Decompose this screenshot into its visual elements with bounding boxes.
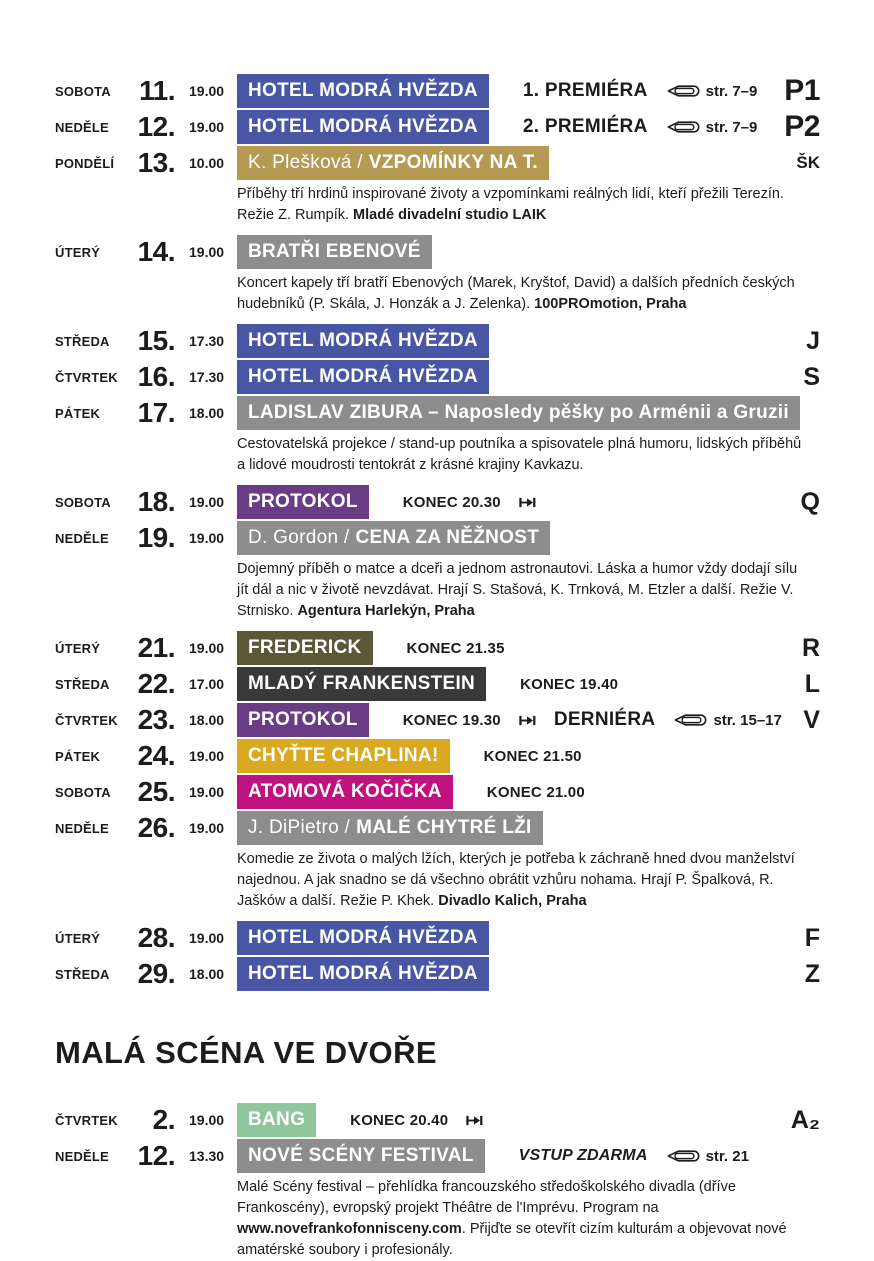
description-segment: Koncert kapely tří bratří Ebenových (Marek, Kryštof, David) a dalších předních českých hudebníků (P. Skála, J. Honzák a J. Zelenka). — [237, 275, 795, 313]
show-title: VZPOMÍNKY NA T. — [368, 152, 538, 173]
row-extras — [520, 676, 618, 693]
end-time-label: KONEC 20.40 — [350, 1111, 449, 1129]
show-title: HOTEL MODRÁ HVĚZDA — [248, 366, 478, 388]
description-segment: Dojemný příběh o matce a dceři a jednom astronautovi. Láska a humor vždy dodají sílu jít dál a nic v životě nevzdávat. Hrají S. Stašová, K. Trnková, M. Etzler a další. Režie V. Strnisko. — [237, 561, 798, 620]
day-label: ÚTERÝ — [55, 640, 101, 656]
free-entry-label: VSTUP ZDARMA — [518, 1147, 648, 1165]
paperclip-icon — [666, 1148, 700, 1164]
row-extras — [350, 1112, 483, 1129]
paperclip-icon — [673, 712, 707, 728]
time-label: 19.00 — [189, 784, 225, 801]
subscription-code: R — [801, 633, 820, 662]
day-label: PONDĚLÍ — [55, 155, 115, 171]
time-label: 19.00 — [189, 530, 225, 547]
time-label: 19.00 — [189, 244, 225, 261]
page-reference — [666, 1148, 749, 1165]
row-content — [237, 921, 805, 955]
paperclip-icon — [666, 119, 700, 135]
row-content — [237, 703, 803, 737]
time-label: 13.30 — [189, 1148, 225, 1165]
row-content — [237, 110, 784, 144]
arrow-to-bar-icon — [519, 714, 536, 727]
show-title-badge — [237, 1103, 316, 1137]
time-label: 19.00 — [189, 494, 225, 511]
row-content — [237, 396, 820, 430]
day-label: SOBOTA — [55, 784, 111, 800]
time-label: 19.00 — [189, 1112, 225, 1129]
date-number: 28. — [137, 922, 175, 954]
day-label: NEDĚLE — [55, 530, 109, 546]
end-time-label: KONEC 20.30 — [402, 493, 501, 511]
description-segment: Divadlo Kalich, Praha — [438, 893, 587, 910]
date-number: 11. — [139, 75, 175, 106]
page-reference-label: str. 7–9 — [705, 82, 758, 100]
date-number: 2. — [152, 1104, 175, 1136]
show-title: MLADÝ FRANKENSTEIN — [248, 673, 476, 695]
date-number: 13. — [137, 147, 175, 178]
row-extras — [403, 494, 536, 511]
day-label: STŘEDA — [55, 966, 110, 982]
day-label: ČTVRTEK — [55, 712, 118, 728]
day-label: NEDĚLE — [55, 1148, 109, 1164]
date-number: 15. — [137, 325, 175, 357]
time-label: 17.30 — [189, 369, 225, 386]
page-reference — [666, 83, 758, 100]
day-label: SOBOTA — [55, 83, 111, 99]
subscription-code: F — [804, 923, 820, 952]
subscription-code: P2 — [784, 110, 820, 143]
row-content — [237, 1103, 791, 1137]
show-title-badge — [237, 739, 450, 773]
show-title-badge — [237, 957, 489, 991]
date-number: 12. — [137, 111, 175, 142]
schedule-row — [55, 921, 820, 955]
date-number: 23. — [137, 704, 175, 736]
time-label: 17.00 — [189, 676, 225, 693]
description-segment: . Přijďte se otevřít cizím kulturám a objevovat nové amatérské soubory i profesionály. — [237, 1221, 787, 1259]
row-content — [237, 521, 820, 555]
row-extras — [484, 748, 582, 765]
show-title: MALÉ CHYTRÉ LŽI — [356, 817, 532, 839]
show-title: HOTEL MODRÁ HVĚZDA — [248, 80, 478, 101]
schedule-row — [55, 957, 820, 991]
description-segment: Mladé divadelní studio LAIK — [353, 207, 547, 224]
subscription-code: V — [803, 705, 820, 734]
date-number: 16. — [137, 361, 175, 393]
show-title: BANG — [248, 1109, 306, 1131]
time-label: 18.00 — [189, 966, 225, 983]
small-stage-schedule — [55, 1103, 820, 1261]
show-description — [237, 273, 812, 315]
show-title-badge — [237, 1139, 485, 1173]
schedule-row — [55, 360, 820, 394]
subscription-code: J — [806, 326, 820, 355]
show-description — [237, 434, 812, 476]
show-title-badge — [237, 667, 486, 701]
page-reference-label: str. 7–9 — [705, 118, 758, 136]
end-time-label: KONEC 19.30 — [402, 711, 501, 729]
show-title-badge — [237, 235, 432, 269]
day-label: ČTVRTEK — [55, 1112, 118, 1128]
author-prefix: D. Gordon / — [248, 527, 350, 549]
day-label: STŘEDA — [55, 333, 110, 349]
date-number: 29. — [137, 958, 175, 990]
time-label: 19.00 — [189, 119, 225, 135]
show-title-badge — [237, 110, 489, 144]
schedule-row — [55, 739, 820, 773]
subscription-code: Z — [804, 959, 820, 988]
time-label: 17.30 — [189, 333, 225, 350]
description-segment: Malé Scény festival – přehlídka francouzského středoškolského divadla (dříve Frankoscény), evropský projekt Théâtre de l'Imprévu. Program na — [237, 1179, 736, 1217]
arrow-to-bar-icon — [466, 1114, 483, 1127]
description-segment: www.novefrankofonnisceny.com — [237, 1221, 462, 1238]
schedule-row — [55, 775, 820, 809]
day-label: STŘEDA — [55, 676, 110, 692]
show-title: HOTEL MODRÁ HVĚZDA — [248, 963, 478, 985]
row-content — [237, 360, 803, 394]
row-content — [237, 631, 802, 665]
schedule-row — [55, 235, 820, 269]
show-title: FREDERICK — [248, 637, 362, 659]
show-title-badge — [237, 360, 489, 394]
day-label: SOBOTA — [55, 494, 111, 510]
show-title-badge — [237, 921, 489, 955]
schedule-row — [55, 110, 820, 144]
row-extras — [523, 116, 757, 138]
subscription-code: A₂ — [790, 1105, 820, 1134]
row-content — [237, 957, 805, 991]
day-label: ÚTERÝ — [55, 244, 101, 260]
page-reference — [673, 712, 781, 729]
description-segment: Cestovatelská projekce / stand-up poutníka a spisovatele plná humoru, lidských příběhů a lidové moudrosti tentokrát z krásné krajiny Kavkazu. — [237, 436, 802, 474]
row-content — [237, 485, 801, 519]
row-content — [237, 235, 820, 269]
time-label: 18.00 — [189, 405, 225, 422]
page-reference-label: str. 21 — [705, 1147, 749, 1165]
show-description — [237, 559, 812, 622]
show-title-badge — [237, 74, 489, 108]
schedule-row — [55, 631, 820, 665]
row-extras — [403, 709, 782, 731]
date-number: 12. — [137, 1140, 175, 1172]
schedule-row — [55, 74, 820, 108]
show-title-badge — [237, 703, 369, 737]
author-prefix: J. DiPietro / — [248, 817, 351, 839]
premiere-label: 2. PREMIÉRA — [522, 116, 648, 137]
description-segment: 100PROmotion, Praha — [534, 296, 687, 313]
schedule-row — [55, 703, 820, 737]
schedule-row — [55, 324, 820, 358]
subscription-code: L — [804, 669, 820, 698]
description-segment: Příběhy tří hrdinů inspirované životy a vzpomínkami reálných lidí, kteří přežili Terezín. Režie Z. Rumpík. — [237, 186, 784, 224]
show-title-badge — [237, 811, 543, 845]
time-label: 18.00 — [189, 712, 225, 729]
show-title: CHYŤTE CHAPLINA! — [248, 745, 439, 767]
date-number: 17. — [137, 397, 175, 429]
date-number: 21. — [137, 632, 175, 664]
show-title-badge — [237, 631, 373, 665]
end-time-label: KONEC 21.50 — [483, 747, 582, 765]
show-title: CENA ZA NĚŽNOST — [355, 527, 540, 549]
schedule-row — [55, 396, 820, 430]
show-description — [237, 184, 812, 226]
main-schedule — [55, 74, 820, 991]
date-number: 22. — [137, 668, 175, 700]
show-title-badge — [237, 324, 489, 358]
date-number: 14. — [137, 236, 175, 268]
time-label: 19.00 — [189, 83, 225, 99]
show-title-badge — [237, 485, 369, 519]
subscription-code: P1 — [784, 74, 820, 107]
row-content — [237, 1139, 820, 1173]
show-title: NOVÉ SCÉNY FESTIVAL — [248, 1145, 474, 1167]
show-title: PROTOKOL — [248, 709, 358, 731]
schedule-row — [55, 485, 820, 519]
row-content — [237, 146, 796, 180]
end-time-label: KONEC 19.40 — [520, 675, 619, 693]
description-segment: Komedie ze života o malých lžích, kterých je potřeba k záchraně hned dvou manželství najednou. A jak snadno se dá všechno obrátit vzhůru nohama. Hrají P. Špalková, R. Jašków a další. Režie P. Khek. — [237, 851, 795, 910]
small-stage-heading: MALÁ SCÉNA VE DVOŘE — [55, 1035, 437, 1071]
show-title-badge — [237, 396, 800, 430]
premiere-label: 1. PREMIÉRA — [522, 80, 648, 101]
row-extras — [519, 1147, 749, 1165]
schedule-row — [55, 811, 820, 845]
page-reference — [666, 119, 758, 136]
row-content — [237, 739, 820, 773]
day-label: NEDĚLE — [55, 820, 109, 836]
description-segment: Agentura Harlekýn, Praha — [297, 603, 475, 620]
show-description — [237, 1177, 812, 1261]
date-number: 25. — [137, 776, 175, 808]
row-content — [237, 324, 806, 358]
show-title-badge — [237, 775, 453, 809]
end-time-label: KONEC 21.35 — [406, 639, 505, 657]
row-extras — [523, 80, 757, 102]
day-label: ČTVRTEK — [55, 369, 118, 385]
subscription-code: ŠK — [796, 153, 820, 172]
premiere-label: DERNIÉRA — [553, 709, 656, 731]
show-title: HOTEL MODRÁ HVĚZDA — [248, 927, 478, 949]
time-label: 19.00 — [189, 930, 225, 947]
date-number: 26. — [137, 812, 175, 844]
arrow-to-bar-icon — [519, 496, 536, 509]
show-title: BRATŘI EBENOVÉ — [248, 241, 421, 263]
day-label: ÚTERÝ — [55, 930, 101, 946]
author-prefix: K. Plešková / — [248, 152, 363, 173]
time-label: 19.00 — [189, 748, 225, 765]
schedule-row — [55, 667, 820, 701]
time-label: 19.00 — [189, 640, 225, 657]
date-number: 19. — [137, 522, 175, 554]
paperclip-icon — [666, 83, 700, 99]
date-number: 18. — [137, 486, 175, 518]
show-description — [237, 849, 812, 912]
show-title: HOTEL MODRÁ HVĚZDA — [248, 116, 478, 137]
row-content — [237, 775, 820, 809]
show-title-badge — [237, 521, 550, 555]
row-extras — [487, 784, 585, 801]
subscription-code: Q — [800, 487, 820, 516]
row-extras — [407, 640, 505, 657]
schedule-row — [55, 146, 820, 180]
day-label: PÁTEK — [55, 405, 101, 421]
schedule-row — [55, 1103, 820, 1137]
time-label: 19.00 — [189, 820, 225, 837]
schedule-row — [55, 1139, 820, 1173]
row-content — [237, 667, 805, 701]
show-title: ATOMOVÁ KOČIČKA — [248, 781, 442, 803]
end-time-label: KONEC 21.00 — [486, 783, 585, 801]
show-title: HOTEL MODRÁ HVĚZDA — [248, 330, 478, 352]
row-content — [237, 74, 784, 108]
day-label: PÁTEK — [55, 748, 101, 764]
show-title: LADISLAV ZIBURA – Naposledy pěšky po Arménii a Gruzii — [248, 402, 789, 424]
subscription-code: S — [803, 362, 820, 391]
day-label: NEDĚLE — [55, 119, 109, 135]
show-title: PROTOKOL — [248, 491, 358, 513]
page-reference-label: str. 15–17 — [713, 711, 782, 729]
schedule-row — [55, 521, 820, 555]
show-title-badge — [237, 146, 549, 180]
row-content — [237, 811, 820, 845]
time-label: 10.00 — [189, 155, 225, 171]
date-number: 24. — [137, 740, 175, 772]
